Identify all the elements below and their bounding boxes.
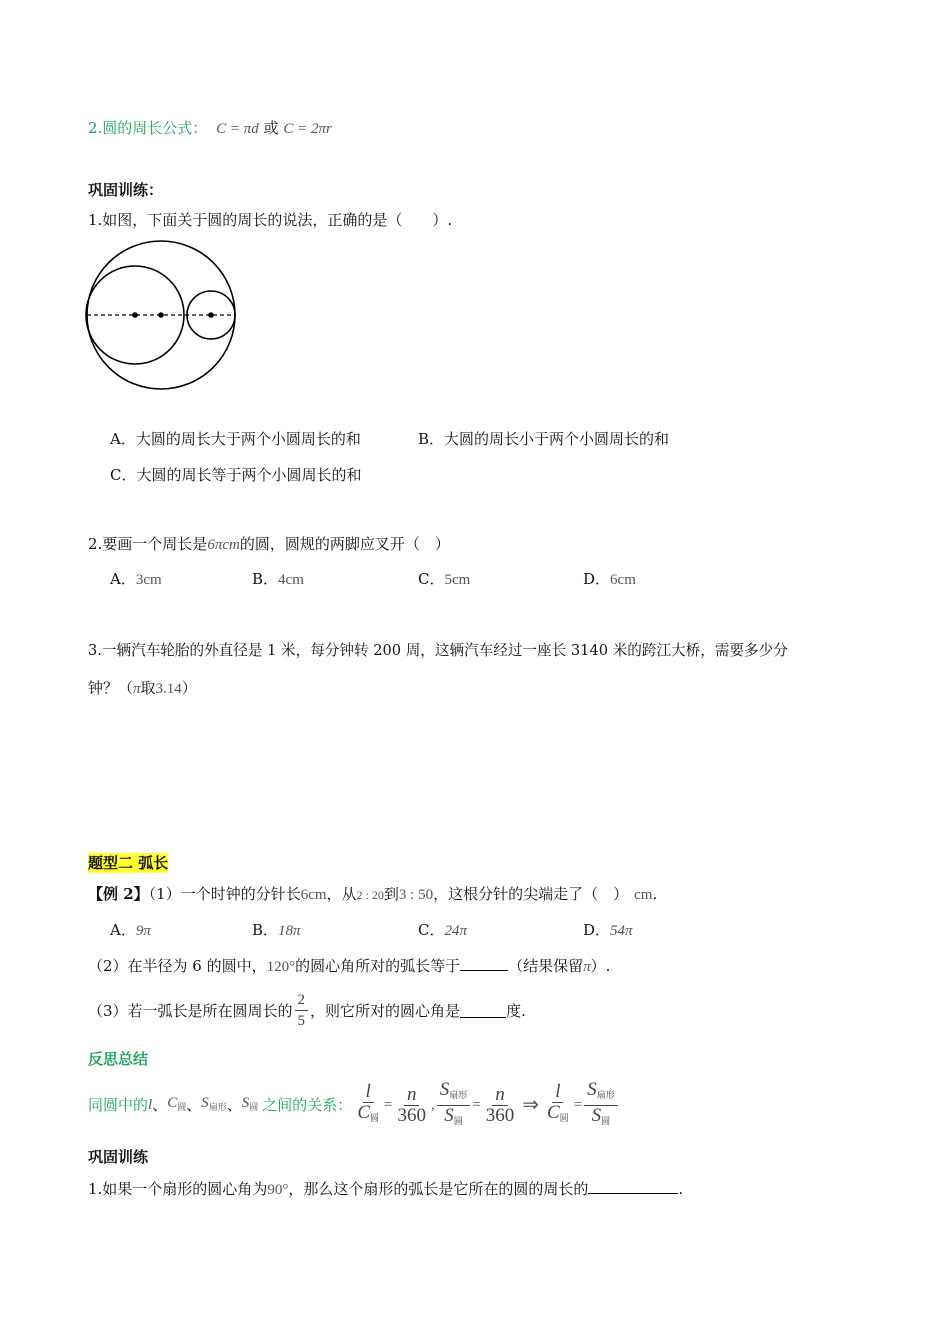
question-3-line2 bbox=[88, 678, 197, 699]
refl-text-b: 之间的关系： bbox=[262, 1096, 353, 1114]
refl-S-sub2: 圆 bbox=[249, 1102, 259, 1112]
ex1-t1: 2 : 20 bbox=[356, 888, 384, 902]
center-dot-medium bbox=[132, 312, 138, 318]
ex1-option-a-label: A． bbox=[110, 921, 136, 939]
ex3-answer-blank[interactable] bbox=[460, 1003, 506, 1018]
ex1-option-b-value: 18π bbox=[278, 923, 301, 939]
refl-frac-2 bbox=[394, 1085, 429, 1126]
refl-f5-den bbox=[544, 1103, 572, 1128]
ex3-num: 2 bbox=[295, 990, 309, 1011]
ex1-t2: 3 : 50 bbox=[398, 887, 434, 903]
ex1-b: ，从 bbox=[326, 885, 357, 903]
refl-f6-den bbox=[589, 1106, 614, 1131]
q2-option-a-label: A． bbox=[110, 570, 136, 588]
ex3-fraction bbox=[295, 990, 309, 1031]
q2-option-d bbox=[583, 569, 636, 590]
ex1-c: 到 bbox=[383, 885, 399, 903]
refl-l: l bbox=[148, 1097, 153, 1113]
p2-q1-b: ，那么这个扇形的弧长是它所在的圆的周长的 bbox=[288, 1180, 589, 1198]
center-dot-large bbox=[158, 312, 164, 318]
p2-q1-answer-blank[interactable] bbox=[588, 1179, 678, 1194]
refl-S-letter2: S bbox=[241, 1095, 250, 1111]
q3-pi: π bbox=[133, 681, 141, 697]
ex2-pi: π bbox=[583, 959, 591, 975]
refl-f6-num-sub: 扇形 bbox=[596, 1089, 615, 1100]
q2-option-c bbox=[418, 569, 470, 590]
section-title-arc: 题型二 弧长 bbox=[88, 854, 169, 872]
question-1: 1.如图，下面关于圆的周长的说法，正确的是（ ）. bbox=[88, 211, 453, 229]
q2-option-a bbox=[110, 569, 162, 590]
refl-f6-den-sub: 圆 bbox=[601, 1115, 611, 1126]
ex1-option-d-value: 54π bbox=[610, 923, 633, 939]
refl-text-a: 同圆中的 bbox=[88, 1096, 149, 1114]
refl-C bbox=[167, 1093, 186, 1117]
refl-f1-den-sub: 圆 bbox=[370, 1113, 380, 1123]
refl-f3-num-sub: 扇形 bbox=[449, 1089, 468, 1100]
refl-f3-den bbox=[441, 1106, 466, 1131]
q2-value: 6πcm bbox=[207, 537, 240, 553]
q2-option-a-value: 3cm bbox=[135, 572, 162, 588]
refl-eq-1: = bbox=[384, 1097, 393, 1113]
ex1-option-c bbox=[418, 920, 467, 941]
refl-implies: ⇒ bbox=[522, 1094, 539, 1116]
ex1-unit: cm bbox=[634, 887, 653, 903]
q2-option-d-label: D． bbox=[583, 570, 611, 588]
ex3-b: ，则它所对的圆心角是 bbox=[310, 1001, 461, 1020]
q3-value: 3.14 bbox=[155, 681, 182, 697]
refl-f5-den-sub: 圆 bbox=[559, 1113, 569, 1123]
ex2-angle: 120° bbox=[266, 959, 296, 975]
question-3-line1: 3.一辆汽车轮胎的外直径是 1 米，每分钟转 200 周，这辆汽车经过一座长 3140 米的跨江大桥，需要多少分 bbox=[88, 642, 788, 659]
refl-eq-2: = bbox=[472, 1097, 481, 1113]
refl-C-letter: C bbox=[167, 1095, 178, 1111]
example-label: 【例 2】 bbox=[88, 885, 149, 903]
center-dot-small bbox=[208, 312, 214, 318]
refl-sep2: 、 bbox=[186, 1096, 202, 1114]
q1-option-c: C．大圆的周长等于两个小圆周长的和 bbox=[110, 466, 362, 484]
q2-option-b-value: 4cm bbox=[278, 572, 304, 588]
refl-f1-den bbox=[354, 1103, 382, 1128]
q2-option-d-value: 6cm bbox=[610, 572, 636, 588]
ex3-den: 5 bbox=[297, 1013, 306, 1029]
refl-S-sector bbox=[201, 1093, 227, 1117]
q2-prefix: 2.要画一个周长是 bbox=[88, 535, 208, 553]
q1-option-b: B．大圆的周长小于两个小圆周长的和 bbox=[418, 430, 670, 448]
example-2-line1 bbox=[88, 884, 657, 905]
q2-option-b bbox=[252, 569, 304, 590]
q2-option-b-label: B． bbox=[252, 570, 279, 588]
formula-prefix: 2.圆的周长公式： bbox=[88, 119, 208, 137]
p2-q1-a: 1.如果一个扇形的圆心角为 bbox=[88, 1180, 268, 1198]
ex2-a: （2）在半径为 6 的圆中， bbox=[88, 957, 267, 975]
refl-C-sub: 圆 bbox=[177, 1102, 187, 1112]
q3-b: 取 bbox=[140, 679, 156, 697]
refl-f2-den: 360 bbox=[397, 1104, 426, 1126]
practice2-question-1 bbox=[88, 1179, 683, 1200]
practice-title: 巩固训练： bbox=[88, 181, 164, 199]
p2-q1-angle: 90° bbox=[267, 1182, 289, 1198]
refl-frac-5 bbox=[544, 1082, 572, 1128]
q3-c: ） bbox=[181, 679, 197, 697]
ex1-option-b-label: B． bbox=[252, 921, 279, 939]
example-2-part2 bbox=[88, 956, 610, 977]
formula-line bbox=[88, 118, 332, 139]
ex1-option-b bbox=[252, 920, 301, 941]
refl-S-sub1: 扇形 bbox=[208, 1102, 227, 1112]
ex3-c: 度. bbox=[506, 1001, 526, 1020]
refl-f1-den-letter: C bbox=[357, 1102, 370, 1123]
refl-eq-3: = bbox=[573, 1097, 583, 1113]
formula-or: 或 bbox=[263, 119, 279, 137]
refl-comma: , bbox=[430, 1097, 435, 1113]
refl-f6-num-letter: S bbox=[587, 1078, 597, 1100]
reflection-relation bbox=[88, 1078, 620, 1132]
formula-b: C = 2πr bbox=[283, 121, 332, 137]
circles-figure bbox=[84, 238, 244, 394]
refl-sep1: 、 bbox=[152, 1096, 168, 1114]
refl-f5-num: l bbox=[552, 1082, 563, 1103]
ex1-option-c-value: 24π bbox=[444, 923, 467, 939]
refl-frac-1 bbox=[354, 1082, 382, 1128]
ex3-a: （3）若一弧长是所在圆周长的 bbox=[88, 1001, 293, 1020]
refl-f2-num: n bbox=[404, 1085, 420, 1106]
ex1-option-a bbox=[110, 920, 151, 941]
refl-S-circle bbox=[242, 1093, 259, 1117]
ex1-option-d-label: D． bbox=[583, 921, 611, 939]
reflection-title: 反思总结 bbox=[88, 1050, 149, 1068]
practice-title-2: 巩固训练 bbox=[88, 1148, 149, 1166]
refl-S-letter: S bbox=[201, 1095, 209, 1111]
refl-frac-4 bbox=[483, 1085, 518, 1126]
refl-f6-num bbox=[584, 1080, 618, 1106]
refl-f3-den-letter: S bbox=[444, 1104, 454, 1126]
refl-f3-num-letter: S bbox=[439, 1078, 450, 1100]
refl-f6-den-letter: S bbox=[591, 1104, 602, 1126]
ex2-d: ）. bbox=[590, 957, 611, 975]
q2-option-c-value: 5cm bbox=[444, 572, 471, 588]
refl-f4-num: n bbox=[492, 1085, 508, 1106]
example-2-part3 bbox=[88, 990, 526, 1031]
q3-a: 钟？（ bbox=[88, 679, 134, 697]
p2-q1-c: . bbox=[678, 1180, 684, 1198]
q2-suffix: 的圆，圆规的两脚应叉开（ ） bbox=[239, 535, 450, 553]
refl-f1-num: l bbox=[363, 1082, 374, 1103]
ex2-answer-blank[interactable] bbox=[460, 956, 508, 971]
formula-a: C = πd bbox=[216, 121, 259, 137]
ex2-b: 的圆心角所对的弧长等于 bbox=[295, 957, 461, 975]
question-2 bbox=[88, 534, 450, 555]
refl-f3-num bbox=[437, 1080, 471, 1106]
refl-f4-den: 360 bbox=[485, 1104, 515, 1126]
q1-option-a: A．大圆的周长大于两个小圆周长的和 bbox=[110, 430, 361, 448]
ex1-option-a-value: 9π bbox=[135, 923, 151, 939]
refl-f3-den-sub: 圆 bbox=[453, 1115, 463, 1126]
ex1-option-c-label: C． bbox=[418, 921, 445, 939]
ex1-option-d bbox=[583, 920, 633, 941]
ex1-d: ，这根分针的尖端走了（ ） bbox=[433, 885, 629, 903]
q2-option-c-label: C． bbox=[418, 570, 445, 588]
ex1-len: 6cm bbox=[300, 887, 327, 903]
ex2-c: （结果保留 bbox=[508, 957, 584, 975]
refl-sep3: 、 bbox=[226, 1096, 242, 1114]
ex1-a: （1）一个时钟的分针长 bbox=[148, 885, 301, 903]
refl-frac-3 bbox=[437, 1080, 471, 1131]
refl-f5-den-letter: C bbox=[546, 1102, 560, 1123]
ex1-e: . bbox=[652, 885, 658, 903]
refl-frac-6 bbox=[584, 1080, 618, 1131]
